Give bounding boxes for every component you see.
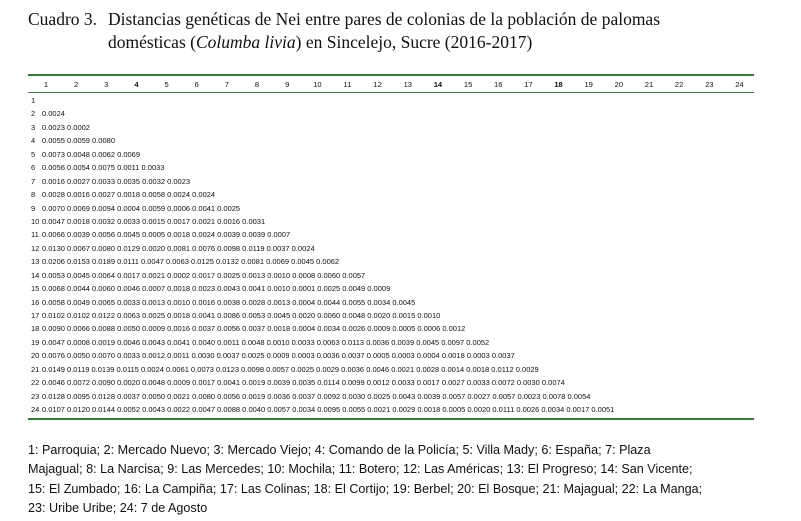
row-values: 0.0047 0.0018 0.0032 0.0033 0.0015 0.0017 0.0021 0.0016 0.0031 [42, 216, 266, 226]
table-row [28, 282, 754, 295]
column-header: 24 [735, 80, 744, 89]
column-header: 15 [463, 80, 473, 89]
distance-table [28, 74, 754, 420]
row-values: 0.0055 0.0059 0.0080 [42, 136, 115, 146]
row-label: 16 [31, 297, 40, 307]
table-row [28, 215, 754, 228]
column-header: 9 [285, 80, 290, 89]
table-row [28, 161, 754, 174]
column-header: 8 [254, 80, 260, 89]
row-label: 7 [31, 176, 36, 186]
column-header: 2 [74, 80, 79, 89]
column-header: 13 [403, 80, 413, 89]
legend-line: 15: El Zumbado; 16: La Campiña; 17: Las Colinas; 18: El Cortijo; 19: Berbel; 20: El Bosque; 21: Majagual; 22: La Manga; [28, 481, 703, 496]
column-header: 1 [43, 80, 49, 89]
row-label: 12 [31, 243, 40, 253]
table-row [28, 403, 754, 416]
column-header: 17 [524, 80, 533, 89]
column-header: 6 [194, 80, 199, 89]
row-values: 0.0102 0.0102 0.0122 0.0063 0.0025 0.0018 0.0041 0.0086 0.0053 0.0045 0.0020 0.0060 0.0048 0.0020 0.0015 0.0010 [42, 311, 441, 320]
column-header: 16 [494, 80, 503, 89]
table-row [28, 309, 754, 322]
table-row [28, 269, 754, 282]
legend-line: 23: Uribe Uribe; 24: 7 de Agosto [28, 500, 208, 515]
row-label: 20 [31, 351, 40, 361]
row-label: 19 [31, 337, 40, 347]
caption-line-1 [28, 8, 788, 31]
table-row [28, 322, 754, 335]
row-values: 0.0149 0.0119 0.0139 0.0115 0.0024 0.0061 0.0073 0.0123 0.0098 0.0057 0.0025 0.0029 0.0036 0.0046 0.0021 0.0028 0.0014 0.0018 0.0112 0.0029 [42, 364, 539, 374]
row-values: 0.0066 0.0039 0.0056 0.0045 0.0005 0.0018 0.0024 0.0039 0.0039 0.0007 [42, 230, 291, 240]
column-header: 21 [644, 80, 654, 89]
table-row [28, 242, 754, 255]
row-label: 5 [31, 149, 36, 159]
row-values: 0.0107 0.0120 0.0144 0.0052 0.0043 0.0022 0.0047 0.0088 0.0040 0.0057 0.0034 0.0095 0.0055 0.0021 0.0029 0.0018 0.0005 0.0020 0.0111 0.0026 0.0034 0.0017 0.0051 [42, 405, 615, 415]
row-values: 0.0058 0.0049 0.0065 0.0033 0.0013 0.0010 0.0016 0.0038 0.0028 0.0013 0.0004 0.0044 0.0055 0.0034 0.0045 [42, 297, 416, 307]
column-header: 10 [313, 80, 322, 89]
caption-title: Distancias genéticas de Nei entre pares de colonias de la población de palomas [108, 9, 661, 29]
row-values: 0.0128 0.0095 0.0128 0.0037 0.0050 0.0021 0.0080 0.0056 0.0019 0.0036 0.0037 0.0092 0.0030 0.0025 0.0043 0.0039 0.0057 0.0027 0.0057 0.0023 0.0078 0.0054 [42, 391, 591, 401]
row-label: 1 [31, 96, 36, 105]
row-values: 0.0024 [42, 109, 65, 119]
row-values: 0.0130 0.0067 0.0080 0.0129 0.0020 0.0081 0.0076 0.0098 0.0119 0.0037 0.0024 [42, 243, 315, 253]
row-label: 23 [31, 391, 40, 401]
table-row [28, 255, 754, 268]
row-label: 13 [31, 257, 40, 267]
species-name: Columba livia [195, 32, 296, 52]
row-values: 0.0073 0.0048 0.0062 0.0069 [42, 149, 141, 159]
table-row [28, 376, 754, 389]
table-row [28, 121, 754, 134]
row-values: 0.0028 0.0016 0.0027 0.0018 0.0058 0.0024 0.0024 [42, 190, 216, 200]
row-label: 24 [31, 405, 40, 415]
table-row [28, 148, 754, 161]
column-header: 14 [433, 80, 443, 89]
row-label: 15 [31, 284, 40, 294]
table-row [28, 390, 754, 403]
table-row [28, 202, 754, 215]
table-row [28, 363, 754, 376]
table-row [28, 188, 754, 201]
row-label: 17 [31, 311, 40, 320]
caption-text: domésticas ( [108, 32, 196, 52]
column-header: 3 [104, 80, 109, 89]
row-values: 0.0016 0.0027 0.0033 0.0035 0.0032 0.0023 [42, 176, 191, 186]
table-row [28, 94, 754, 107]
row-label: 8 [31, 190, 36, 200]
column-header: 22 [674, 80, 684, 89]
row-label: 9 [31, 203, 36, 213]
row-label: 11 [31, 230, 39, 240]
table-caption [28, 8, 788, 54]
row-values: 0.0070 0.0069 0.0094 0.0004 0.0059 0.0006 0.0041 0.0025 [42, 203, 241, 213]
column-header: 12 [373, 80, 382, 89]
row-label: 6 [31, 163, 36, 173]
row-label: 3 [31, 122, 36, 132]
table-number: Cuadro 3. [28, 9, 98, 29]
table-body [28, 93, 754, 417]
colony-legend [28, 441, 773, 518]
row-label: 21 [31, 364, 40, 374]
row-label: 4 [31, 136, 36, 146]
row-values: 0.0023 0.0002 [42, 122, 90, 132]
column-header: 19 [584, 80, 593, 89]
legend-line: Majagual; 8: La Narcisa; 9: Las Mercedes; 10: Mochila; 11: Botero; 12: Las Américas; 13: El Progreso; 14: San Vicente; [28, 462, 693, 477]
column-header: 4 [134, 80, 139, 89]
row-values: 0.0206 0.0153 0.0189 0.0111 0.0047 0.0063 0.0125 0.0132 0.0081 0.0069 0.0045 0.0062 [42, 257, 340, 267]
legend-line: 1: Parroquia; 2: Mercado Nuevo; 3: Mercado Viejo; 4: Comando de la Policía; 5: Villa Mady; 6: España; 7: Plaza [28, 443, 651, 457]
row-values: 0.0068 0.0044 0.0060 0.0046 0.0007 0.0018 0.0023 0.0043 0.0041 0.0010 0.0001 0.0025 0.0049 0.0009 [42, 284, 391, 294]
row-values: 0.0056 0.0054 0.0075 0.0011 0.0033 [42, 163, 165, 173]
column-header: 18 [554, 80, 563, 89]
row-label: 14 [31, 270, 40, 280]
row-values: 0.0047 0.0008 0.0019 0.0046 0.0043 0.0041 0.0040 0.0011 0.0048 0.0010 0.0033 0.0063 0.0113 0.0036 0.0039 0.0045 0.0097 0.0052 [42, 337, 490, 347]
row-values: 0.0090 0.0066 0.0088 0.0050 0.0009 0.0016 0.0037 0.0056 0.0037 0.0018 0.0004 0.0034 0.0026 0.0009 0.0005 0.0006 0.0012 [42, 324, 466, 334]
caption-line-2 [28, 31, 788, 54]
row-label: 22 [31, 378, 40, 388]
row-values: 0.0046 0.0072 0.0090 0.0020 0.0048 0.0009 0.0017 0.0041 0.0019 0.0039 0.0035 0.0114 0.0099 0.0012 0.0033 0.0017 0.0027 0.0033 0.0072 0.0030 0.0074 [42, 378, 565, 388]
table-row [28, 134, 754, 147]
table-bottom-rule [28, 418, 754, 420]
table-row [28, 175, 754, 188]
table-header [28, 76, 754, 92]
table-row [28, 296, 754, 309]
table-row [28, 107, 754, 120]
column-header: 11 [343, 80, 352, 89]
table-row [28, 228, 754, 241]
column-header: 23 [705, 80, 714, 89]
column-header: 20 [614, 80, 624, 89]
row-label: 10 [31, 216, 40, 226]
table-row [28, 336, 754, 349]
row-label: 18 [31, 324, 40, 334]
column-header: 5 [164, 80, 169, 89]
column-header: 7 [224, 80, 230, 89]
row-label: 2 [31, 109, 36, 119]
table-row [28, 349, 754, 362]
row-values: 0.0076 0.0050 0.0070 0.0033 0.0012 0.0011 0.0030 0.0037 0.0025 0.0009 0.0003 0.0036 0.0037 0.0005 0.0003 0.0004 0.0018 0.0003 0.0037 [42, 351, 515, 361]
caption-text: ) en Sincelejo, Sucre (2016-2017) [295, 32, 533, 52]
row-values: 0.0053 0.0045 0.0064 0.0017 0.0021 0.0002 0.0017 0.0025 0.0013 0.0010 0.0008 0.0060 0.0057 [42, 270, 366, 280]
